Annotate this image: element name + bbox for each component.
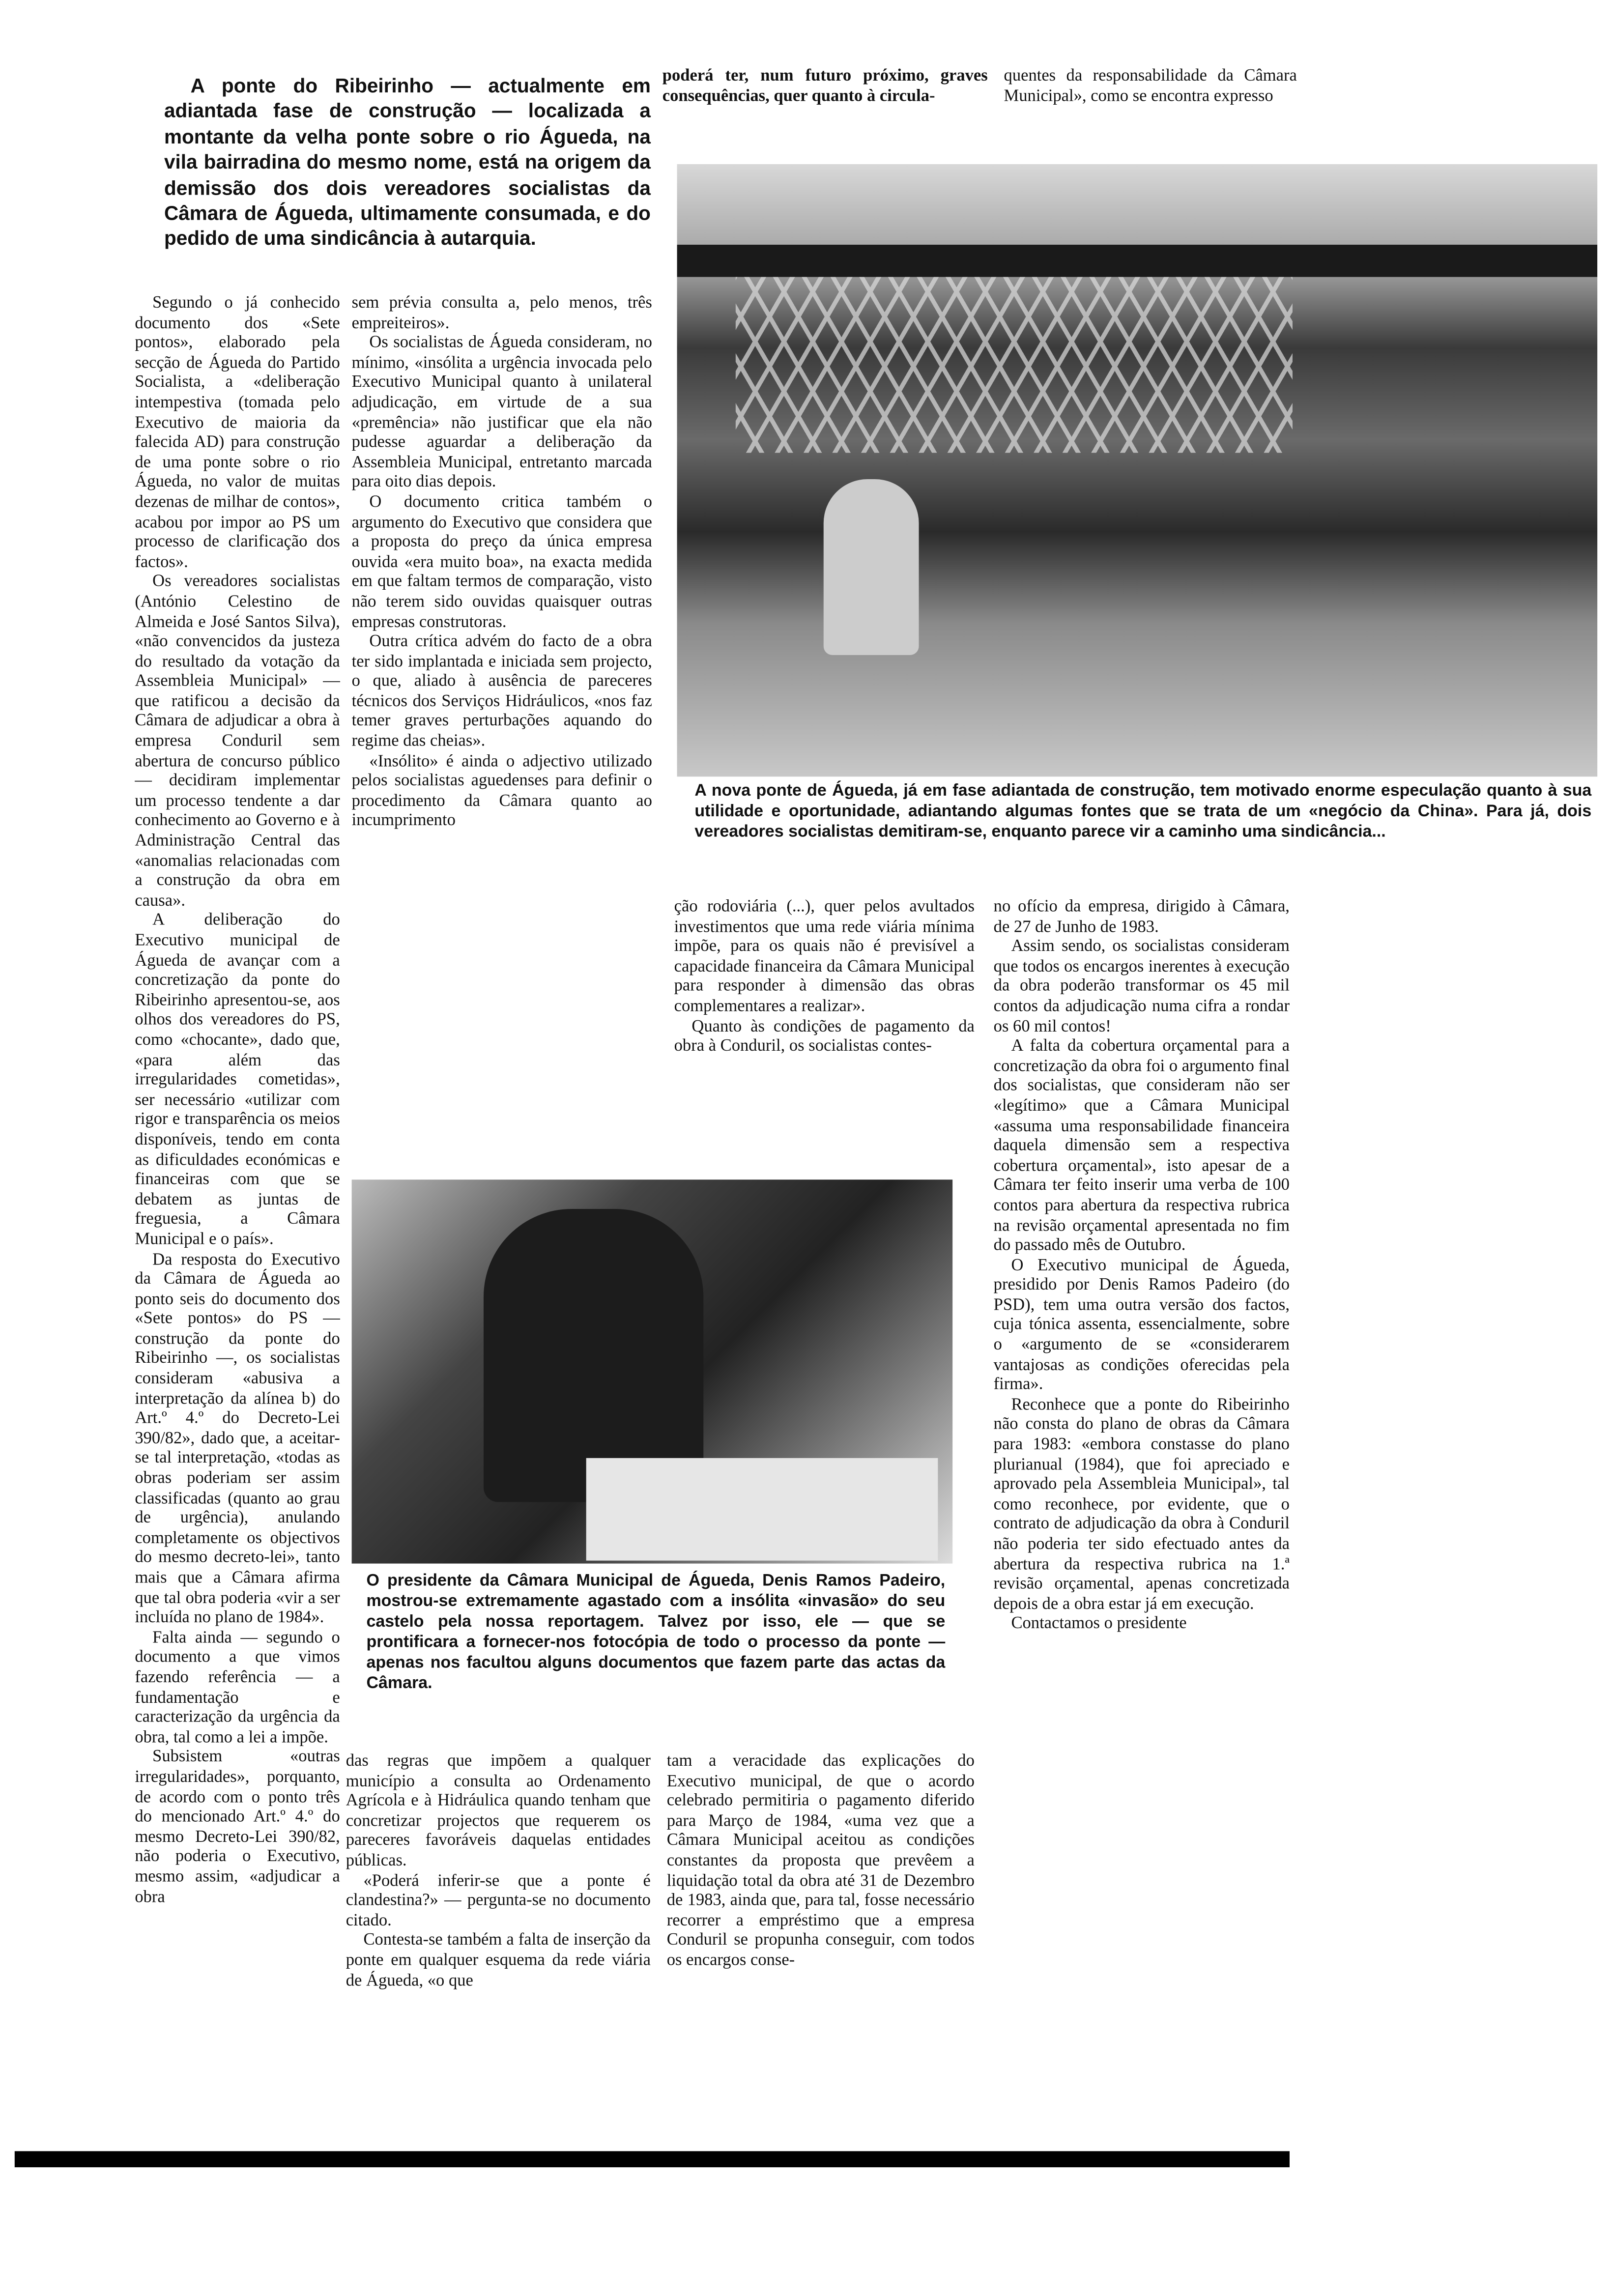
- column-3-bottom: [667, 1751, 975, 1970]
- paragraph: Segundo o já conhecido documento dos «Sete pontos», elaborado pela secção de Águeda do Partido Socialista, a «deliberação intempestiva (tomada pelo Executivo de maioria da falecida AD) para construção de uma ponte sobre o rio Águeda, no valor de muitas dezenas de milhar de contos», acabou por impor ao PS um processo de clarificação dos factos».: [135, 293, 340, 572]
- bridge-construction-photo: [677, 164, 1598, 776]
- paragraph: O Executivo municipal de Águeda, presidido por Denis Ramos Padeiro (do PSD), tem uma outra versão dos factos, cuja tónica assenta, essencialmente, sobre o «argumento de se «considerarem vantajosas as condições oferecidas pela firma».: [993, 1255, 1290, 1394]
- column-2-bottom: [346, 1751, 651, 1990]
- desk-papers: [586, 1458, 938, 1561]
- paragraph: Outra crítica advém do facto de a obra ter sido implantada e iniciada sem projecto, o que, aliado à ausência de pareceres técnicos dos Serviços Hidráulicos, «nos faz temer graves perturbações aquando do regime das cheias».: [351, 631, 652, 750]
- paragraph: Falta ainda — segundo o documento a que vimos fazendo referência — a fundamentação e caracterização da urgência da obra, tal como a lei a impõe.: [135, 1628, 340, 1747]
- paragraph: Quanto às condições de pagamento da obra à Conduril, os socialistas contes-: [674, 1016, 975, 1056]
- paragraph: «Poderá inferir-se que a ponte é clandestina?» — pergunta-se no documento citado.: [345, 1870, 651, 1930]
- column-4-bottom: [994, 897, 1290, 1634]
- column-1: [135, 293, 340, 1906]
- paragraph: O documento critica também o argumento do Executivo que considera que a proposta do preço da única empresa ouvida «era muito boa», na exacta medida em que faltam termos de comparação, visto não terem sido ouvidas quaisquer outras empresas construtoras.: [351, 492, 652, 631]
- mayor-photo-caption: O presidente da Câmara Municipal de Águeda, Denis Ramos Padeiro, mostrou-se extremamente agastado com a insólita «invasão» do seu castelo pela nossa reportagem. Talvez por isso, ele — que se prontificara a fornecer-nos fotocópia de todo o processo da ponte — apenas nos facultou alguns documentos que fazem parte das actas da Câmara.: [366, 1572, 946, 1693]
- lead-paragraph: [164, 73, 651, 252]
- page-bottom-rule: [15, 2151, 1290, 2167]
- worker-figure: [824, 479, 919, 655]
- paragraph: Contactamos o presidente: [1011, 1614, 1187, 1633]
- paragraph: «Insólito» é ainda o adjectivo utilizado pelos socialistas aguedenses para definir o procedimento da Câmara quanto ao incumprimento: [351, 751, 652, 831]
- paragraph: Subsistem «outras irregularidades», porquanto, de acordo com o ponto três do mencionado Art.º 4.º do mesmo Decreto-Lei 390/82, não poderia o Executivo, mesmo assim, «adjudicar a obra: [135, 1747, 340, 1906]
- column-2-top: [352, 293, 652, 831]
- paragraph: Contesta-se também a falta de inserção da ponte em qualquer esquema da rede viária de Águeda, «o que: [345, 1930, 651, 1989]
- mayor-photo: [352, 1179, 953, 1563]
- paragraph: ção rodoviária (...), quer pelos avultados investimentos que uma rede viária mínima impõe, para os quais não é previsível a capacidade financeira da Câmara Municipal para responder à dimensão das obras complementares a realizar».: [674, 896, 975, 1016]
- paragraph: Da resposta do Executivo da Câmara de Águeda ao ponto seis do documento dos «Sete pontos» do PS — construção da ponte do Ribeirinho —, os socialistas consideram «abusiva a interpretação da alínea b) do Art.º 4.º do Decreto-Lei 390/82», dado que, a aceitar-se tal interpretação, «todas as obras poderiam ser assim classificadas (quanto ao grau de urgência), anulando completamente os objectivos do mesmo decreto-lei», tanto mais que a Câmara afirma que tal obra poderia «vir a ser incluída no plano de 1984».: [135, 1249, 340, 1627]
- paragraph: quentes da responsabilidade da Câmara Municipal», como se encontra expresso: [1004, 66, 1297, 105]
- column-3-top: [662, 66, 988, 106]
- bridge-photo-caption: A nova ponte de Águeda, já em fase adiantada de construção, tem motivado enorme especulação quanto à sua utilidade e oportunidade, adiantando algumas fontes que se trata de um «negócio da China». Para já, dois vereadores socialistas demitiram-se, enquanto parece vir a caminho uma sindicância...: [694, 782, 1592, 841]
- paragraph: Reconhece que a ponte do Ribeirinho não consta do plano de obras da Câmara para 1983: «embora constasse do plano plurianual (1984), que foi apreciado e aprovado pela Assembleia Municipal», tal como reconhece, por evidente, que o contrato de adjudicação da obra à Conduril não poderia ter sido efectuado antes da abertura da respectiva rubrica na 1.ª revisão orçamental, apenas concretizada depois de a obra estar já em execução.: [993, 1395, 1290, 1613]
- paragraph: tam a veracidade das explicações do Executivo municipal, de que o acordo celebrado permitiria o pagamento diferido para Março de 1984, «uma vez que a Câmara Municipal aceitou as condições constantes da proposta que prevêem a liquidação total da obra até 31 de Dezembro de 1983, ainda que, para tal, fosse necessário recorrer a empréstimo que a empresa Conduril se propunha conseguir, com todos os encargos conse-: [666, 1751, 975, 1970]
- paragraph: Os vereadores socialistas (António Celestino de Almeida e José Santos Silva), «não convencidos da justeza do resultado da votação da Assembleia Municipal» — que ratificou a decisão da Câmara de adjudicar a obra à empresa Conduril sem abertura de concurso público — decidiram implementar um processo tendente a dar conhecimento ao Governo e à Administração Central das «anomalias relacionadas com a construção da obra em causa».: [135, 572, 340, 910]
- column-3-middle: [674, 897, 975, 1056]
- paragraph: A deliberação do Executivo municipal de Águeda de avançar com a concretização da ponte do Ribeirinho apresentou-se, aos olhos dos vereadores do PS, como «chocante», dado que, «para além das irregularidades cometidas», ser necessário «utilizar com rigor e transparência os meios disponíveis, tendo em conta as dificuldades económicas e financeiras com que se debatem as juntas de freguesia, a Câmara Municipal e o país».: [135, 910, 340, 1249]
- lead-text: A ponte do Ribeirinho — actualmente em adiantada fase de construção — localizada a montante da velha ponte sobre o rio Águeda, na vila bairradina do mesmo nome, está na origem da demissão dos dois vereadores socialistas da Câmara de Águeda, ultimamente consumada, e do pedido de uma sindicância à autarquia.: [164, 75, 651, 250]
- paragraph: Assim sendo, os socialistas consideram que todos os encargos inerentes à execução da obra poderão transformar os 45 mil contos da adjudicação numa cifra a rondar os 60 mil contos!: [993, 936, 1290, 1035]
- paragraph: no ofício da empresa, dirigido à Câmara, de 27 de Junho de 1983.: [993, 896, 1290, 936]
- bridge-truss: [736, 277, 1293, 453]
- column-4-top: [1004, 66, 1297, 106]
- paragraph: das regras que impõem a qualquer município a consulta ao Ordenamento Agrícola e à Hidráulica quando tenham que concretizar projectos que requerem os pareceres favoráveis daquelas entidades públicas.: [345, 1751, 651, 1870]
- bridge-deck: [677, 245, 1598, 277]
- paragraph: A falta da cobertura orçamental para a concretização da obra foi o argumento final dos socialistas, que consideram não ser «legítimo» que a Câmara Municipal «assuma uma responsabilidade financeira daquela dimensão sem a respectiva cobertura orçamental», isto apesar de a Câmara ter feito inserir uma verba de 100 contos para abertura da respectiva rubrica na revisão orçamental apresentada no fim do passado mês de Outubro.: [993, 1036, 1290, 1255]
- paragraph: sem prévia consulta a, pelo menos, três empreiteiros».: [351, 293, 652, 332]
- paragraph: poderá ter, num futuro próximo, graves consequências, quer quanto à circula-: [662, 66, 988, 105]
- paragraph: Os socialistas de Águeda consideram, no mínimo, «insólita a urgência invocada pelo Executivo Municipal quanto à unilateral adjudicação, em virtude de a sua «premência» não justificar que ela não pudesse aguardar a deliberação da Assembleia Municipal, entretanto marcada para oito dias depois.: [351, 333, 652, 491]
